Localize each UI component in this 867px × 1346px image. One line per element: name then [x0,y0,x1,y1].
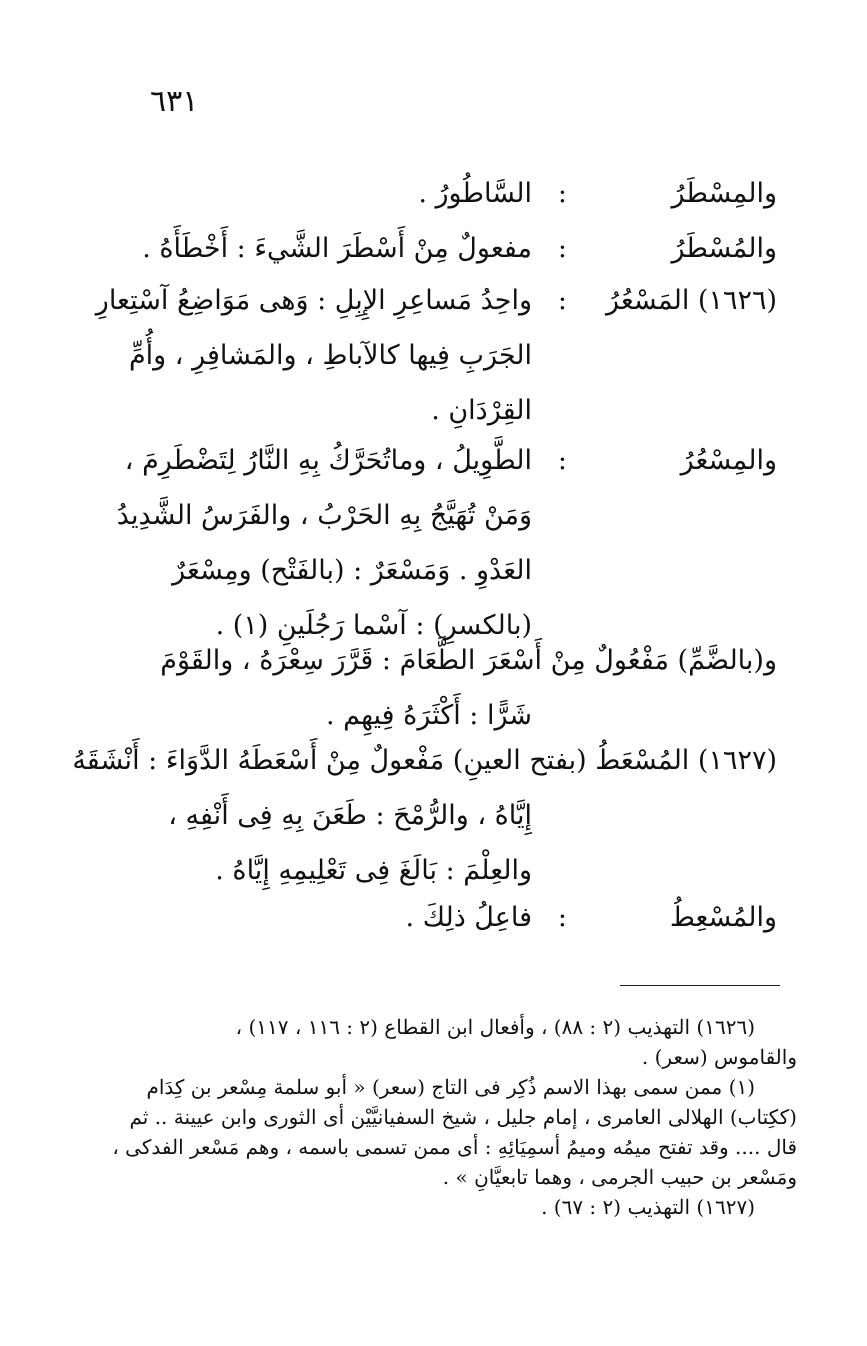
paragraph-line: و(بالضَّمِّ) مَفْعُولٌ مِنْ أَسْعَرَ الطَّعَامَ : قَرَّرَ سِعْرَهُ ، والقَوْمَ [160,645,777,676]
entry-colon: : [557,285,567,316]
entry-term: والمِسْعُرُ [680,445,777,476]
footnote-line: ومَسْعر بن حبيب الجرمى ، وهما تابعيَّانِ » . [442,1165,797,1189]
entry-definition-line: الجَرَبِ فِيها كالآباطِ ، والمَشافِرِ ، وأُمِّ [128,340,532,371]
entry-misar [97,433,777,653]
entry-musit [97,890,777,945]
entry-definition-line: (بالكسرِ) : آسْما رَجُلَينِ (١) . [215,610,532,641]
entry-colon: : [557,445,567,476]
footnote-line: والقاموس (سعر) . [641,1045,797,1069]
entry-masar-1626 [97,273,777,438]
entry-term: والمِسْطَرُ [671,178,777,209]
entry-definition: الطَّوِيلُ ، وماتُحَرَّكُ بِهِ النَّارُ لِتَضْطَرِمَ ، [124,445,532,476]
entry-definition: واحِدُ مَساعِرِ الإِبِلِ : وَهى مَوَاضِعُ آسْتِعارِ [95,285,532,316]
entry-term: (١٦٢٦) المَسْعُرُ [605,285,777,316]
footnote-line: (١٦٢٧) التهذيب (٢ : ٦٧) . [541,1195,755,1219]
entry-colon: : [557,178,567,209]
entry-colon: : [557,233,567,264]
footnote-line: (١٦٢٦) التهذيب (٢ : ٨٨) ، وأفعال ابن القطاع (٢ : ١١٦ ، ١١٧) ، [235,1015,755,1039]
entry-colon: : [557,902,567,933]
entry-definition: السَّاطُورُ . [418,178,532,209]
page-number: ٦٣١ [150,84,199,119]
footnote-divider [620,985,780,986]
paragraph-musar [97,633,777,743]
entry-definition-line: القِرْدَانِ . [431,395,532,426]
paragraph-line: إِيَّاهُ ، والرُّمْحَ : طَعَنَ بِهِ فِى أَنْفِهِ ، [168,800,532,831]
entry-definition: مفعولٌ مِنْ أَسْطَرَ الشَّيءَ : أَخْطَأَهُ . [142,233,532,264]
footnote-line: (١) ممن سمى بهذا الاسم ذُكِر فى التاج (سعر) « أبو سلمة مِسْعر بن كِدَام [146,1075,755,1099]
paragraph-line: والعِلْمَ : بَالَغَ فِى تَعْلِيمِهِ إِيَّاهُ . [215,855,532,886]
paragraph-musat-1627 [72,733,777,898]
entry-term: والمُسْعِطُ [669,902,777,933]
entry-term: والمُسْطَرُ [671,233,777,264]
paragraph-line: (١٦٢٧) المُسْعَطُ (بفتح العينِ) مَفْعولٌ مِنْ أَسْعَطَهُ الدَّوَاءَ : أَنْشَقَهُ [72,745,777,776]
entry-mustar [97,221,777,276]
entry-mistar [97,166,777,221]
entry-definition-line: وَمَنْ تُهَيَّجُ بِهِ الحَرْبُ ، والفَرَسُ الشَّدِيدُ [116,500,532,531]
entry-definition: فاعِلُ ذلِكَ . [405,902,532,933]
footnotes [107,1012,797,1222]
paragraph-line: شَرًّا : أَكْثَرَهُ فِيهِم . [325,700,532,731]
entry-definition-line: العَدْوِ . وَمَسْعَرٌ : (بالفَتْح) ومِسْعَرٌ [172,555,532,586]
footnote-line: قال .... وقد تفتح ميمُه وميمُ أسمِيَائِهِ : أى ممن تسمى باسمه ، وهم مَسْعر الفدكى ، [112,1135,797,1159]
footnote-line: (ككِتاب) الهلالى العامرى ، إمام جليل ، شيخ السفيانيَّيْن أى الثورى وابن عيينة .. ثم [129,1105,797,1129]
